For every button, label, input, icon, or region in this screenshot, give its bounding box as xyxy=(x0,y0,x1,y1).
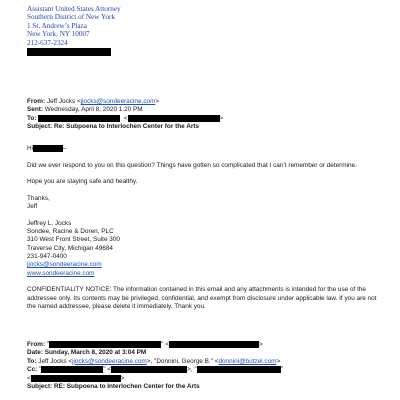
email2-to-line: To: Jeff Jocks <jjocks@sondeeracine.com>, "Donnini, George B." <donnini@butzel.com> xyxy=(27,357,281,365)
email2-date-line: Date: Sunday, March 8, 2020 at 3:04 PM xyxy=(27,349,147,357)
email1-to-line: To: < > xyxy=(27,114,224,122)
sender-signature-street: 310 West Front Street, Suite 300 xyxy=(27,236,120,244)
redaction-bar xyxy=(31,375,121,382)
email1-from-line: From: Jeff Jocks <jjocks@sondeeracine.com> xyxy=(27,98,160,105)
email2-to-email-link-1[interactable]: jjocks@sondeeracine.com xyxy=(72,357,147,365)
signature-title: Assistant United States Attorney xyxy=(27,5,121,13)
email1-body xyxy=(27,145,382,311)
email1-sent-line: Sent: Wednesday, April 8, 2020 1:20 PM xyxy=(27,106,143,114)
closing: Thanks, xyxy=(27,194,50,202)
redaction-bar xyxy=(41,366,103,373)
email2-cc-line-2: < > xyxy=(27,374,125,382)
redaction-bar xyxy=(128,115,220,122)
sender-website-link[interactable]: www.sondeeracine.com xyxy=(27,269,95,277)
email1-header xyxy=(27,98,387,131)
redaction-bar xyxy=(33,145,63,152)
signature-office: Southern District of New York xyxy=(27,13,116,22)
redaction-bar xyxy=(169,341,259,348)
redaction-bar xyxy=(27,48,111,56)
email2-header xyxy=(27,341,387,391)
signature-street: 1 St. Andrew’s Plaza xyxy=(27,21,87,30)
email1-from-email-link[interactable]: jjocks@sondeeracine.com xyxy=(80,98,156,105)
sender-signature-phone: 231-947-0400 xyxy=(27,253,67,261)
email2-cc-line: Cc: " " < >, " " xyxy=(27,366,283,374)
body-paragraph-1: Did we ever respond to you on this question? Things have gotten so complicated that I can’t remember or determine. xyxy=(27,161,357,169)
email1-subject-line: Subject: Re: Subpoena to Interlochen Center for the Arts xyxy=(27,123,199,131)
body-paragraph-2: Hope you are staying safe and healthy. xyxy=(27,178,138,186)
sender-signature-firm: Sondee, Racine & Doren, PLC xyxy=(27,228,114,236)
closing-name: Jeff xyxy=(27,203,38,211)
greeting: Hi – xyxy=(27,145,67,153)
signature-phone: 212-637-2324 xyxy=(27,38,68,47)
redaction-bar xyxy=(49,341,161,348)
email2-date-value: Sunday, March 8, 2020 at 3:04 PM xyxy=(44,349,147,357)
email2-to-email-link-2[interactable]: donnini@butzel.com xyxy=(218,357,277,365)
email2-subject-line: Subject: RE: Subpoena to Interlochen Center for the Arts xyxy=(27,383,200,391)
email2-from-line: From: " " < > xyxy=(27,341,263,349)
confidentiality-notice: CONFIDENTIALITY NOTICE: The information contained in this email and any attachments is intended for the use of the addressee only. Its contents may be privileged, confidential, and exempt from disclosure under applicable law. If you are not the named addressee, please delete it immediately. Thank you. xyxy=(27,286,377,310)
email1-from-name: Jeff Jocks xyxy=(46,98,76,105)
redaction-bar xyxy=(197,366,281,373)
redaction-bar xyxy=(111,366,187,373)
sender-email-link[interactable]: jjocks@sondeeracine.com xyxy=(27,261,102,269)
email1-sent-value: Wednesday, April 8, 2020 1:20 PM xyxy=(44,106,143,114)
email1-subject-value: Re: Subpoena to Interlochen Center for the Arts xyxy=(54,123,199,131)
sender-signature-name: Jeffrey L. Jocks xyxy=(27,219,72,227)
sender-signature-city: Traverse City, Michigan 49684 xyxy=(27,244,113,252)
signature-city: New York, NY 10007 xyxy=(27,30,90,39)
attorney-signature-block xyxy=(27,5,277,56)
redaction-bar xyxy=(38,115,120,122)
email2-subject-value: RE: Subpoena to Interlochen Center for the Arts xyxy=(54,383,200,391)
